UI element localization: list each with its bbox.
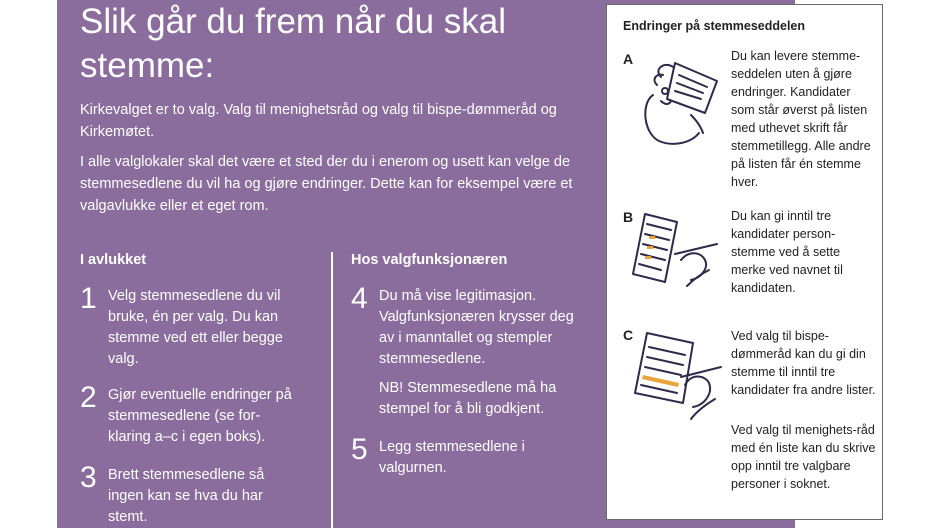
box-title: Endringer på stemmeseddelen [623,19,806,33]
step-number: 1 [80,282,97,315]
ballot-changes-box [606,4,883,520]
step-number: 3 [80,461,97,494]
column-divider [331,252,333,528]
step-text: Gjør eventuelle endringer på stemmesedlene (se for-klaring a–c i egen boks). [108,387,292,445]
step-text: Du må vise legitimasjon. Valgfunksjonæren krysser deg av i manntallet og stempler stemmesedlene. [379,288,574,367]
step-text: Brett stemmesedlene så ingen kan se hva du har stemt. [108,467,265,525]
intro-paragraph-2: I alle valglokaler skal det være et sted der du i enerom og usett kan velge de stemmesedlene du vil ha og gjøre endringer. Dette kan for eksempel være et valgavlukke eller et eget rom. [80,154,573,214]
step-text: Velg stemmesedlene du vil bruke, én per valg. Du kan stemme ved ett eller begge valg. [108,288,283,367]
note-text: NB! Stemmesedlene må ha stempel for å bli godkjent. [379,380,557,417]
step-number: 4 [351,282,368,315]
hand-writing-name-icon [631,327,723,423]
item-text-c-2: Ved valg til menighets-råd med én liste kan du skrive opp inntil tre valgbare personer i soknet. [731,423,876,491]
item-letter-c: C [623,327,634,343]
person-reading-ballot-icon [631,55,726,147]
step-number: 2 [80,381,97,414]
page-title: Slik går du frem når du skal stemme: [80,2,507,85]
hand-marking-list-icon [631,210,721,288]
item-letter-b: B [623,209,634,225]
step-text: Legg stemmesedlene i valgurnen. [379,439,525,476]
intro-paragraph-1: Kirkevalget er to valg. Valg til menighetsråd og valg til bispe-dømmeråd og Kirkemøtet. [80,102,557,140]
left-heading: I avlukket [80,252,147,268]
item-text-c: Ved valg til bispe-dømmeråd kan du gi din stemme til inntil tre kandidater fra andre lister. [731,329,876,397]
item-text-b: Du kan gi inntil tre kandidater person-stemme ved å sette merke ved navnet til kandidaten. [731,209,843,295]
item-text-a: Du kan levere stemme-seddelen uten å gjøre endringer. Kandidater som står øverst på listen med uthevet skrift får stemmetillegg. Alle andre på listen får én stemme hver. [731,49,871,189]
right-heading: Hos valgfunksjonæren [351,252,508,268]
item-letter-a: A [623,51,634,67]
step-number: 5 [351,433,368,466]
